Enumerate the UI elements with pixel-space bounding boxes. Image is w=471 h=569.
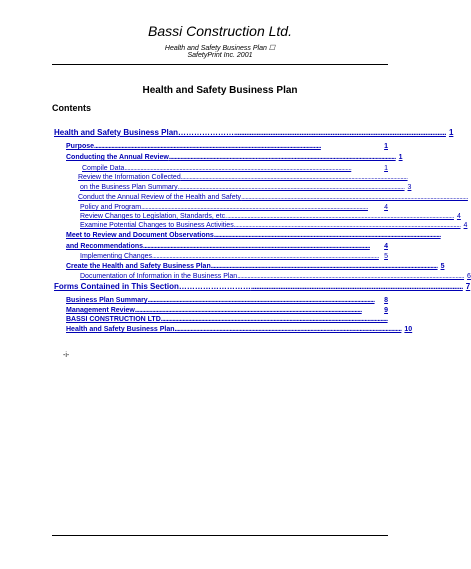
toc-entry-purpose[interactable]: Purpose ............................................................................................................................................................. 1 [66,143,388,150]
toc-entry-business-plan-summary[interactable]: Business Plan Summary ............................................................................................................................................................. 8 [66,297,388,304]
toc-entry-recommendations[interactable]: and Recommendations ............................................................................................................................................................. 4 [66,243,388,250]
toc-entry-business-plan-summary-review[interactable]: on the Business Plan Summary ............................................................................................................................................................. 3 [80,184,412,191]
toc-entry-health-safety-plan[interactable]: Health and Safety Business Plan………………… ........................................................................................................................... 1 [54,128,454,137]
toc-entry-review-legislation[interactable]: Review Changes to Legislation, Standards, etc. ............................................................................................................................................................. 4 [80,213,461,220]
toc-entry-conducting-annual-review[interactable]: Conducting the Annual Review ............................................................................................................................................................. 1 [66,154,403,161]
toc-entry-meet-review-observations[interactable]: Meet to Review and Document Observations ............................................................................................................................................................. [66,232,441,239]
toc-entry-conduct-annual-review[interactable]: Conduct the Annual Review of the Health and Safety ............................................................................................................................................................. [78,194,468,201]
toc-entry-documentation-information[interactable]: Documentation of Information in the Business Plan ............................................................................................................................................................. 6 [80,273,471,280]
header-subtitle-line2: SafetyPrint Inc. 2001 [187,52,253,59]
toc-entry-create-business-plan[interactable]: Create the Health and Safety Business Plan ............................................................................................................................................................. 5 [66,263,445,270]
toc-entry-review-information[interactable]: Review the Information Collected ............................................................................................................................................................. [78,174,408,181]
toc-entry-compile-data[interactable]: Compile Data ............................................................................................................................................................. 1 [82,165,388,172]
toc-entry-forms-contained[interactable]: Forms Contained in This Section……………………… ........................................................................................................................... 7 [54,282,471,291]
document-title: Health and Safety Business Plan [142,85,298,96]
toc-entry-policy-program[interactable]: Policy and Program ............................................................................................................................................................. 4 [80,204,388,211]
toc-entry-bassi-construction[interactable]: BASSI CONSTRUCTION LTD ............................................................................................................................................................. [66,316,388,323]
footer-rule [52,535,388,536]
header-subtitle-line1: Health and Safety Business Plan ☐ [164,45,276,52]
page-number-footer: -i- [63,352,70,359]
contents-heading: Contents [52,103,91,113]
toc-entry-examine-business-changes[interactable]: Examine Potential Changes to Business Activities ............................................................................................................................................................. 4 [80,222,468,229]
toc-entry-management-review[interactable]: Management Review ............................................................................................................................................................. 9 [66,307,388,314]
toc-entry-implementing-changes[interactable]: Implementing Changes ............................................................................................................................................................. 5 [80,253,388,260]
toc-entry-health-safety-plan-form[interactable]: Health and Safety Business Plan ............................................................................................................................................................. 10 [66,326,413,333]
company-name: Bassi Construction Ltd. [148,23,292,39]
